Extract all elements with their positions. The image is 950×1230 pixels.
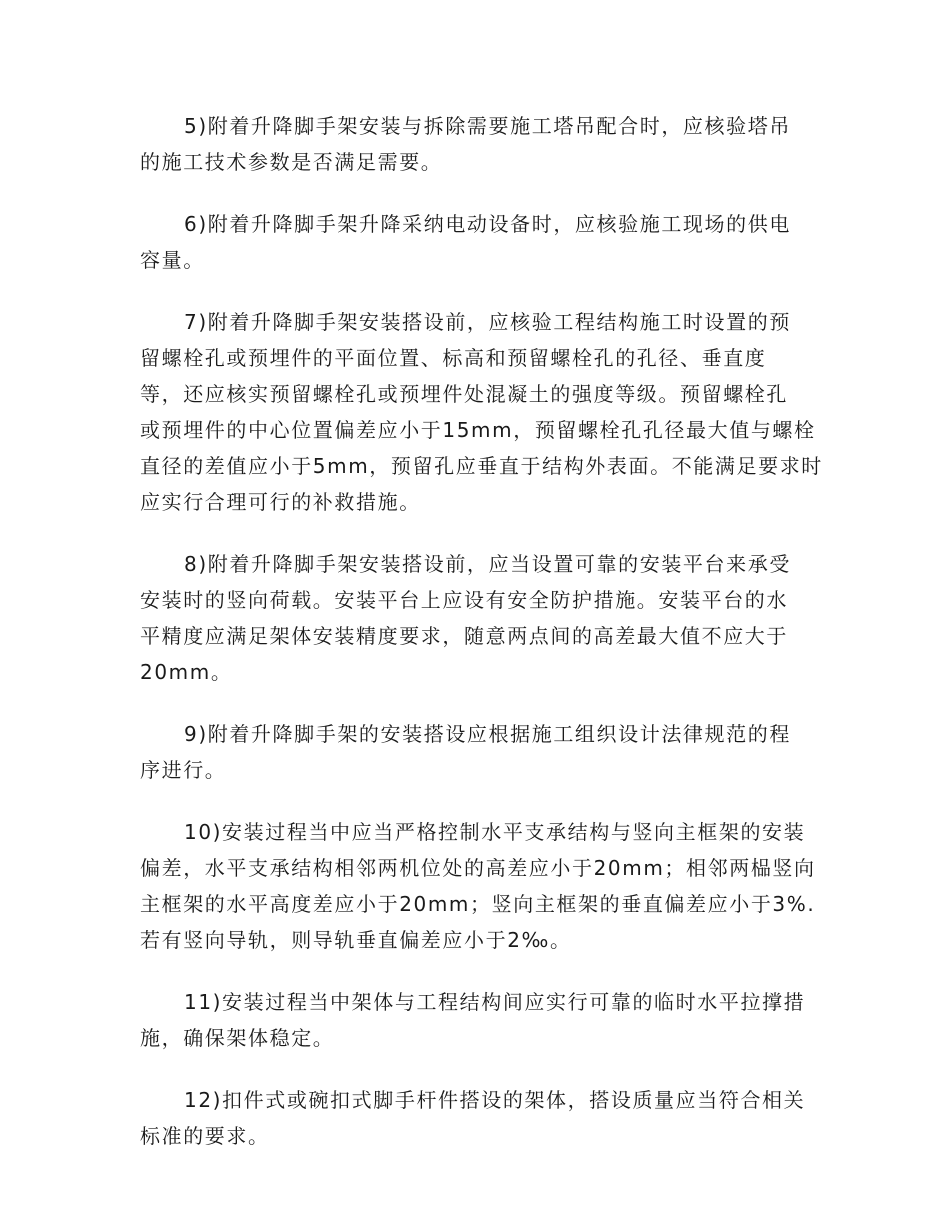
paragraph-8 <box>140 546 810 690</box>
paragraph-5 <box>140 108 810 180</box>
paragraph-line: 安装时的竖向荷载。安装平台上应设有安全防护措施。安装平台的水 <box>140 588 788 612</box>
document-body <box>140 108 823 1180</box>
paragraph-line: 的施工技术参数是否满足需要。 <box>140 150 443 174</box>
paragraph-line: 留螺栓孔或预埋件的平面位置、标高和预留螺栓孔的孔径、垂直度 <box>140 346 767 370</box>
paragraph-line: 7)附着升降脚手架安装搭设前，应核验工程结构施工时设置的预 <box>184 310 791 334</box>
paragraph-11 <box>140 984 810 1056</box>
paragraph-line: 主框架的水平高度差应小于20mm；竖向主框架的垂直偏差应小于3%. <box>140 892 816 916</box>
paragraph-line: 平精度应满足架体安装精度要求，随意两点间的高差最大值不应大于 <box>140 624 788 648</box>
paragraph-9 <box>140 716 810 788</box>
paragraph-line: 等，还应核实预留螺栓孔或预埋件处混凝土的强度等级。预留螺栓孔 <box>140 382 788 406</box>
paragraph-line: 9)附着升降脚手架的安装搭设应根据施工组织设计法律规范的程 <box>184 722 791 746</box>
paragraph-line: 偏差，水平支承结构相邻两机位处的高差应小于20mm；相邻两榀竖向 <box>140 856 816 880</box>
paragraph-10 <box>140 814 816 958</box>
paragraph-line: 20mm。 <box>140 660 233 684</box>
paragraph-7 <box>140 304 823 520</box>
paragraph-line: 8)附着升降脚手架安装搭设前，应当设置可靠的安装平台来承受 <box>184 552 791 576</box>
paragraph-6 <box>140 206 810 278</box>
paragraph-line: 6)附着升降脚手架升降采纳电动设备时，应核验施工现场的供电 <box>184 212 791 236</box>
paragraph-line: 5)附着升降脚手架安装与拆除需要施工塔吊配合时，应核验塔吊 <box>184 114 791 138</box>
paragraph-line: 或预埋件的中心位置偏差应小于15mm，预留螺栓孔孔径最大值与螺栓 <box>140 418 816 442</box>
paragraph-line: 11)安装过程当中架体与工程结构间应实行可靠的临时水平拉撑措 <box>184 990 806 1014</box>
paragraph-12 <box>140 1082 810 1154</box>
paragraph-line: 直径的差值应小于5mm，预留孔应垂直于结构外表面。不能满足要求时 <box>140 454 823 478</box>
paragraph-line: 10)安装过程当中应当严格控制水平支承结构与竖向主框架的安装 <box>184 820 806 844</box>
paragraph-line: 容量。 <box>140 248 205 272</box>
paragraph-line: 若有竖向导轨，则导轨垂直偏差应小于2‰。 <box>140 928 572 952</box>
paragraph-line: 应实行合理可行的补救措施。 <box>140 490 421 514</box>
paragraph-line: 序进行。 <box>140 758 227 782</box>
paragraph-line: 施，确保架体稳定。 <box>140 1026 335 1050</box>
paragraph-line: 标准的要求。 <box>140 1124 270 1148</box>
paragraph-line: 12)扣件式或碗扣式脚手杆件搭设的架体，搭设质量应当符合相关 <box>184 1088 806 1112</box>
